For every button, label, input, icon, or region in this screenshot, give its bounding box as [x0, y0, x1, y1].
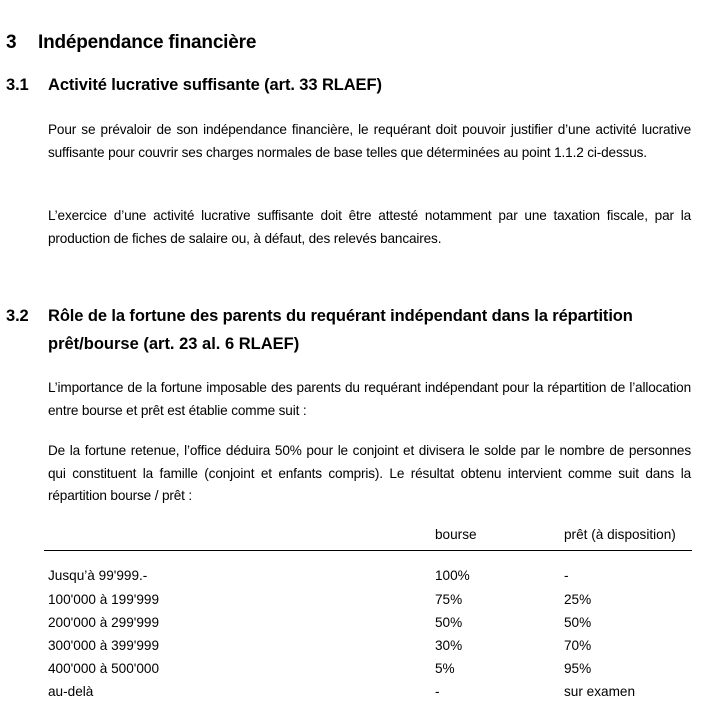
section-3-heading: [6, 32, 256, 54]
section-3-title: Indépendance financière: [38, 32, 257, 53]
table-row: [0, 615, 713, 639]
table-cell-bourse: 5%: [435, 661, 455, 676]
table-cell-bourse: 30%: [435, 638, 463, 653]
section-3-2-title-line-2: prêt/bourse (art. 23 al. 6 RLAEF): [48, 335, 300, 353]
table-cell-range: 200'000 à 299'999: [48, 615, 160, 630]
section-3-2-paragraph-2: De la fortune retenue, l’office déduira 50% pour le conjoint et divisera le solde par le nombre de personnes qui constituent la famille (conjoint et enfants compris). Le résultat obtenu intervient comme suit dans la répartition bourse / prêt :: [48, 443, 691, 503]
table-cell-range: 100'000 à 199'999: [48, 592, 160, 607]
table-row: [0, 661, 713, 685]
table-row: [0, 684, 713, 708]
table-header-pret: prêt (à disposition): [564, 527, 676, 542]
table-cell-bourse: 75%: [435, 592, 463, 607]
section-3-1-paragraph-2: L’exercice d’une activité lucrative suffisante doit être attesté notamment par une taxation fiscale, par la production de fiches de salaire ou, à défaut, des relevés bancaires.: [48, 208, 691, 246]
table-cell-range: au-delà: [48, 684, 94, 699]
table-cell-range: Jusqu’à 99'999.-: [48, 568, 148, 583]
table-cell-bourse: 50%: [435, 615, 463, 630]
section-3-1-paragraph-1: Pour se prévaloir de son indépendance financière, le requérant doit pouvoir justifier d’une activité lucrative suffisante pour couvrir ses charges normales de base telles que déterminées au point 1.1.2 ci-dessus.: [48, 122, 691, 160]
table-cell-pret: 95%: [564, 661, 592, 676]
table-cell-pret: 50%: [564, 615, 592, 630]
section-3-number: 3: [6, 32, 17, 53]
table-cell-pret: 25%: [564, 592, 592, 607]
table-row: [0, 592, 713, 616]
section-3-1-number: 3.1: [6, 76, 29, 94]
table-cell-pret: -: [564, 568, 569, 583]
section-3-2-title-line-1: Rôle de la fortune des parents du requérant indépendant dans la répartition: [48, 307, 633, 325]
table-cell-range: 400'000 à 500'000: [48, 661, 160, 676]
table-cell-range: 300'000 à 399'999: [48, 638, 160, 653]
section-3-2-paragraph-1: L’importance de la fortune imposable des parents du requérant indépendant pour la répartition de l’allocation entre bourse et prêt est établie comme suit :: [48, 380, 691, 418]
section-3-1-title: Activité lucrative suffisante (art. 33 RLAEF): [48, 76, 382, 94]
table-cell-pret: sur examen: [564, 684, 636, 699]
table-cell-bourse: 100%: [435, 568, 470, 583]
table-header-rule: [44, 550, 692, 551]
table-row: [0, 568, 713, 592]
table-cell-pret: 70%: [564, 638, 592, 653]
table-header-bourse: bourse: [435, 527, 477, 542]
section-3-2-number: 3.2: [6, 307, 29, 325]
table-row: [0, 638, 713, 662]
table-cell-bourse: -: [435, 684, 440, 699]
